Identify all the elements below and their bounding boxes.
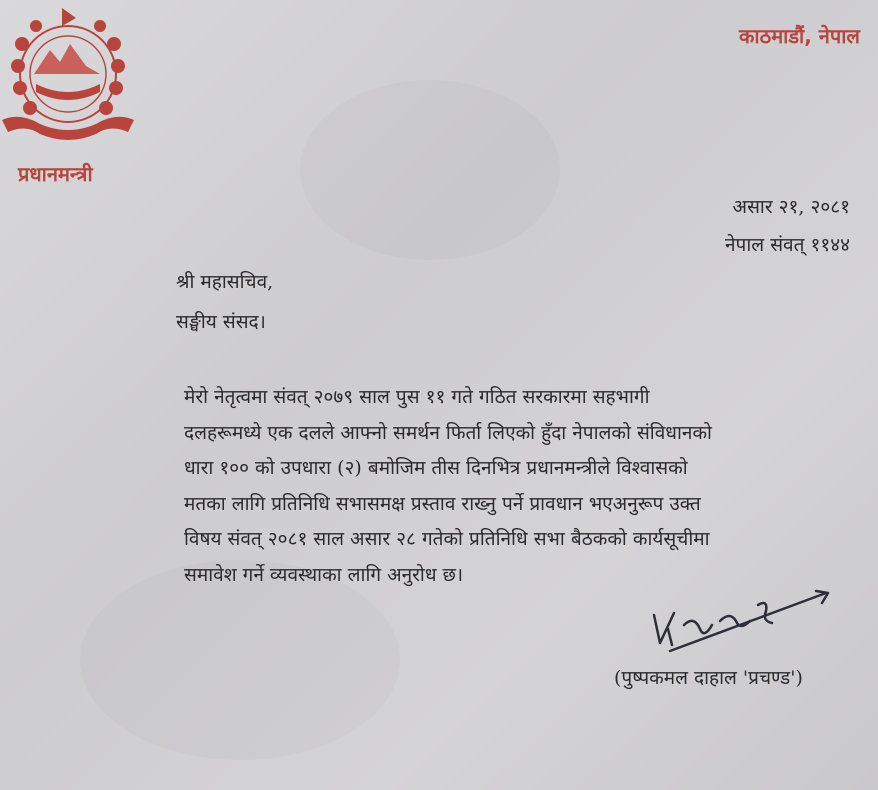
paper-texture: [300, 80, 560, 260]
recipient-title: श्री महासचिव,: [176, 271, 274, 293]
signer-name: (पुष्पकमल दाहाल 'प्रचण्ड'): [614, 667, 803, 689]
body-line: धारा १०० को उपधारा (२) बमोजिम तीस दिनभित्र प्रधानमन्त्रीले विश्वासको: [184, 457, 688, 479]
handwritten-signature: [640, 585, 840, 665]
body-line: मेरो नेतृत्वमा संवत् २०७९ साल पुस ११ गते गठित सरकारमा सहभागी: [184, 386, 650, 408]
letter-body: [184, 380, 844, 593]
nepal-emblem-icon: [0, 4, 138, 154]
body-line: दलहरूमध्ये एक दलले आफ्नो समर्थन फिर्ता लिएको हुँदा नेपालको संविधानको: [184, 421, 712, 444]
bs-date: असार २१, २०८१: [732, 196, 850, 218]
nepal-sambat-date: नेपाल संवत् ११४४: [725, 234, 850, 256]
office-title: प्रधानमन्त्री: [18, 162, 93, 186]
place-header: काठमाडौं, नेपाल: [739, 24, 860, 48]
recipient-office: सङ्घीय संसद।: [176, 311, 266, 333]
date-block: [725, 188, 850, 264]
body-line: विषय संवत् २०८१ साल असार २८ गतेको प्रतिनिधि सभा बैठकको कार्यसूचीमा: [184, 528, 710, 550]
body-line: मतका लागि प्रतिनिधि सभासमक्ष प्रस्ताव राख्नु पर्ने प्रावधान भएअनुरूप उक्त: [184, 492, 701, 515]
body-line: समावेश गर्ने व्यवस्थाका लागि अनुरोध छ।: [184, 563, 464, 586]
recipient-block: [176, 262, 273, 342]
